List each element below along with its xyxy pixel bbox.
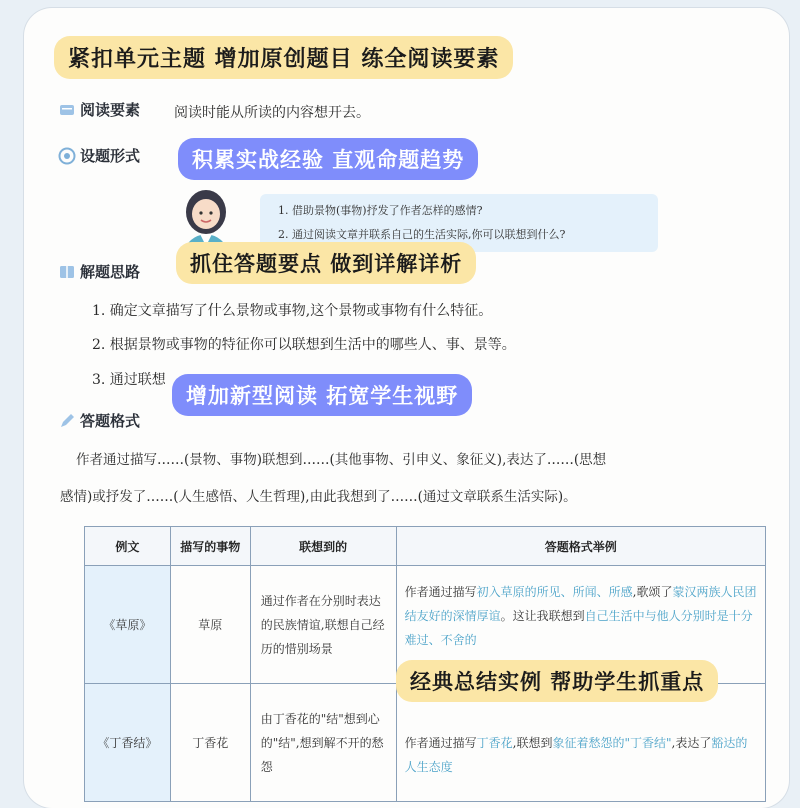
question-item: 2. 通过阅读文章并联系自己的生活实际,你可以联想到什么? <box>278 228 566 241</box>
format-callout: 增加新型阅读 拓宽学生视野 <box>172 374 472 416</box>
cell-assoc: 通过作者在分别时表达的民族情谊,联想自己经历的惜别场景 <box>250 566 396 684</box>
answer-highlight: 蒙汉两族人民团结友好的深情厚谊 <box>404 585 757 623</box>
top-callout: 紧扣单元主题 增加原创题目 练全阅读要素 <box>54 36 513 79</box>
format-tag <box>58 410 140 431</box>
reading-element-tag <box>58 99 140 120</box>
answer-highlight: 豁达的人生态度 <box>404 736 748 774</box>
header-cell: 描写的事物 <box>170 527 250 566</box>
question-item: 1. 借助景物(事物)抒发了作者怎样的感情? <box>278 204 483 217</box>
step-item: 3. 通过联想 <box>92 372 166 388</box>
step-item: 2. 根据景物或事物的特征你可以联想到生活中的哪些人、事、景等。 <box>92 337 516 353</box>
answer-text: 作者通过描写 <box>404 736 477 750</box>
example-callout: 经典总结实例 帮助学生抓重点 <box>396 660 718 702</box>
answer-highlight: 自己生活中与他人分别时是十分难过、不舍的 <box>404 609 753 647</box>
header-cell: 联想到的 <box>250 527 396 566</box>
cell-title: 《丁香结》 <box>85 684 171 802</box>
approach-callout: 抓住答题要点 做到详解详析 <box>176 242 476 284</box>
question-form-label: 设题形式 <box>80 147 141 165</box>
approach-tag <box>58 261 140 282</box>
reading-element-label: 阅读要素 <box>80 101 141 119</box>
book-page <box>24 8 789 808</box>
format-text-line1: 作者通过描写……(景物、事物)联想到……(其他事物、引申义、象征义),表达了……(思想 <box>76 452 607 468</box>
book-icon <box>58 263 76 281</box>
pen-icon <box>58 412 76 430</box>
question-form-tag <box>58 145 140 166</box>
answer-text: ,表达了 <box>671 736 712 750</box>
cell-thing: 草原 <box>170 566 250 684</box>
answer-highlight: 象征着愁怨的"丁香结" <box>552 736 672 750</box>
form-callout: 积累实战经验 直观命题趋势 <box>178 138 478 180</box>
answer-text: 。这让我联想到 <box>500 609 585 623</box>
format-label: 答题格式 <box>80 412 141 430</box>
answer-highlight: 初入草原的所见、所闻、所感 <box>476 585 633 599</box>
cell-assoc: 由丁香花的"结"想到心的"结",想到解不开的愁怨 <box>250 684 396 802</box>
scroll-icon <box>58 101 76 119</box>
approach-label: 解题思路 <box>80 263 141 281</box>
target-icon <box>58 147 76 165</box>
reading-element-text: 阅读时能从所读的内容想开去。 <box>174 105 370 121</box>
answer-highlight: 丁香花 <box>476 736 513 750</box>
answer-text: ,联想到 <box>512 736 553 750</box>
header-cell: 例文 <box>85 527 171 566</box>
answer-text: 作者通过描写 <box>404 585 477 599</box>
table-header-row <box>85 527 766 566</box>
step-item: 1. 确定文章描写了什么景物或事物,这个景物或事物有什么特征。 <box>92 303 493 319</box>
cell-thing: 丁香花 <box>170 684 250 802</box>
cell-title: 《草原》 <box>85 566 171 684</box>
format-text-line2: 感情)或抒发了……(人生感悟、人生哲理),由此我想到了……(通过文章联系生活实际)。 <box>60 489 577 505</box>
answer-text: ,歌颂了 <box>632 585 673 599</box>
header-cell: 答题格式举例 <box>396 527 765 566</box>
